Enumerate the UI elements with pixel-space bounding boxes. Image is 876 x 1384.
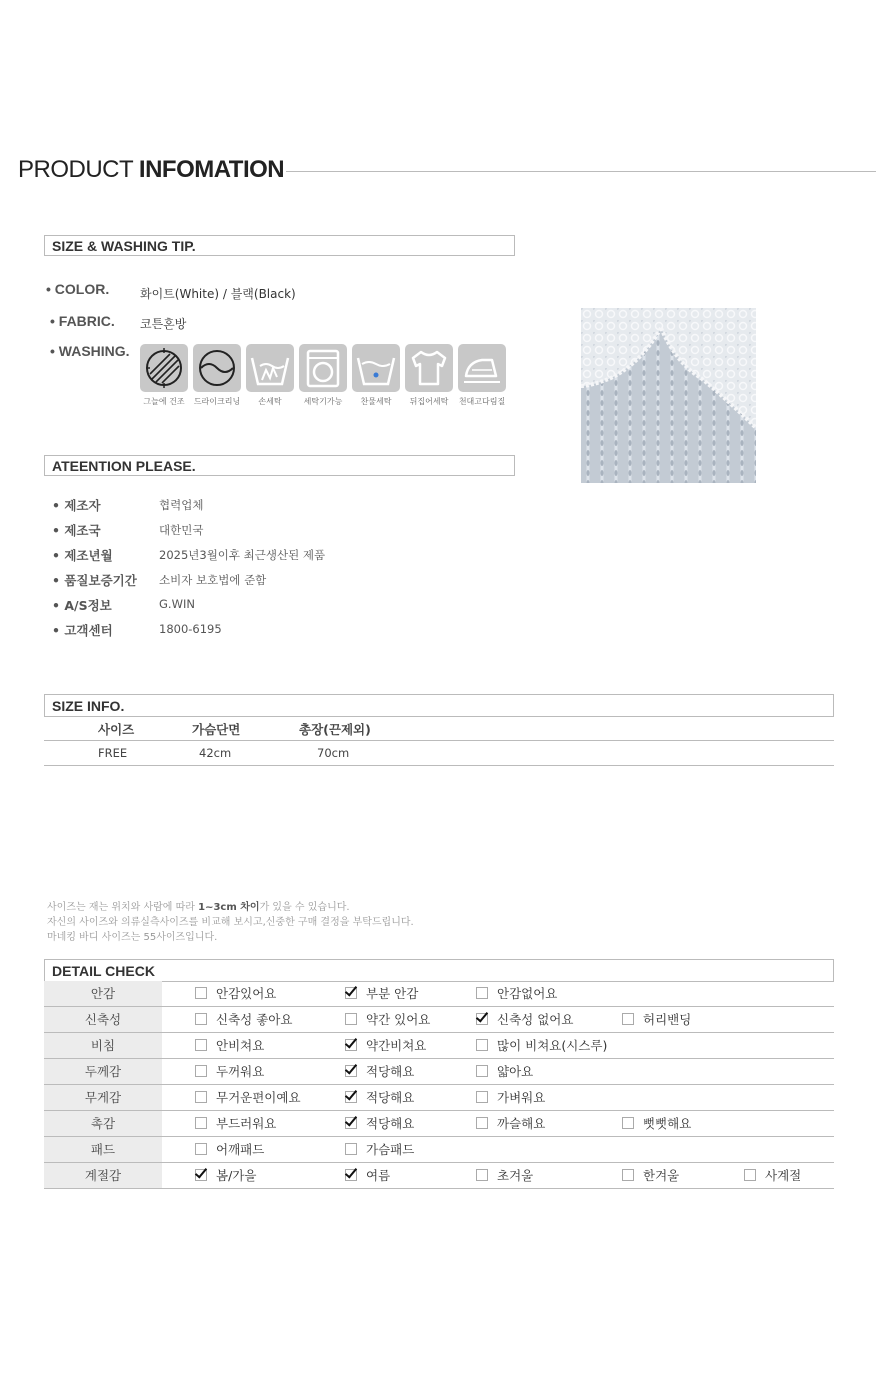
detail-check-option-label: 안비쳐요 — [216, 1038, 265, 1053]
detail-check-option-label: 봄/가을 — [216, 1168, 257, 1183]
detail-check-option[interactable] — [744, 1163, 801, 1188]
checked-checkbox[interactable] — [195, 1169, 207, 1181]
warranty-value: 소비자 보호법에 준함 — [159, 573, 267, 587]
cloth-iron-icon — [458, 344, 506, 392]
detail-check-row — [44, 1163, 834, 1189]
detail-check-option[interactable] — [345, 1163, 390, 1188]
country-label: • 제조국 — [52, 523, 101, 538]
checkbox[interactable] — [476, 1039, 488, 1051]
cold-wash-icon — [352, 344, 400, 392]
detail-check-option[interactable] — [195, 1163, 256, 1188]
page-title — [18, 156, 284, 184]
detail-check-option[interactable] — [345, 1007, 430, 1032]
fabric-label: • FABRIC. — [50, 313, 115, 329]
detail-check-option[interactable] — [195, 1137, 264, 1162]
size-note-3: 마네킹 바디 사이즈는 55사이즈입니다. — [47, 932, 218, 943]
detail-check-option-label: 많이 비쳐요(시스루) — [497, 1038, 608, 1053]
washing-label: • WASHING. — [50, 343, 130, 359]
header-divider — [286, 171, 876, 172]
cold-wash-caption: 찬물세탁 — [360, 397, 392, 406]
color-value: 화이트(White) / 블랙(Black) — [140, 287, 296, 301]
inside-out-wash-caption: 뒤집어세탁 — [409, 397, 449, 406]
size-value: FREE — [98, 746, 128, 760]
country-value: 대한민국 — [159, 523, 204, 537]
detail-check-option-label: 한겨울 — [643, 1168, 680, 1183]
note-1-pre: 사이즈는 재는 위치와 사람에 따라 — [47, 902, 199, 913]
size-washing-section-title: SIZE & WASHING TIP. — [44, 235, 515, 256]
fabric-detail-photo — [581, 308, 756, 483]
detail-check-option[interactable] — [345, 1033, 426, 1058]
detail-check-option-label: 안감있어요 — [216, 986, 277, 1001]
checked-checkbox[interactable] — [476, 1013, 488, 1025]
size-note-1 — [47, 898, 350, 913]
note-1-bold: 1~3cm 차이 — [198, 902, 260, 913]
detail-check-row-label: 계절감 — [44, 1163, 162, 1188]
detail-check-option[interactable] — [476, 1085, 545, 1110]
detail-check-row — [44, 1033, 834, 1059]
detail-check-option[interactable] — [195, 1059, 264, 1084]
cloth-iron-caption: 천대고다림질 — [458, 397, 506, 406]
checkbox[interactable] — [476, 1065, 488, 1077]
detail-check-option-label: 약간비쳐요 — [366, 1038, 427, 1053]
detail-check-option-label: 까슬해요 — [497, 1116, 546, 1131]
customer-center-label: • 고객센터 — [52, 623, 113, 638]
detail-check-option-label: 초겨울 — [497, 1168, 534, 1183]
detail-check-option[interactable] — [345, 1111, 414, 1136]
dry-clean-caption: 드라이크리닝 — [193, 397, 241, 406]
detail-check-option-label: 신축성 없어요 — [497, 1012, 574, 1027]
shade-dry-icon — [140, 344, 188, 392]
checked-checkbox[interactable] — [345, 1169, 357, 1181]
size-table-divider — [44, 740, 834, 741]
checked-checkbox[interactable] — [345, 1117, 357, 1129]
checkbox[interactable] — [622, 1117, 634, 1129]
checkbox[interactable] — [195, 1065, 207, 1077]
detail-check-option-label: 허리밴딩 — [643, 1012, 692, 1027]
manufacture-date-label: • 제조년월 — [52, 548, 113, 563]
detail-check-option-label: 가벼워요 — [497, 1090, 546, 1105]
detail-check-row-label: 안감 — [44, 981, 162, 1006]
detail-check-option[interactable] — [476, 1033, 607, 1058]
detail-check-option-label: 적당해요 — [366, 1064, 415, 1079]
size-header-chest: 가슴단면 — [192, 722, 241, 737]
checkbox[interactable] — [345, 1013, 357, 1025]
detail-check-option-label: 가슴패드 — [366, 1142, 415, 1157]
size-info-section-title: SIZE INFO. — [44, 694, 834, 717]
checkbox[interactable] — [195, 1143, 207, 1155]
checkbox[interactable] — [476, 1091, 488, 1103]
detail-check-row-label: 신축성 — [44, 1007, 162, 1032]
checked-checkbox[interactable] — [345, 1091, 357, 1103]
detail-check-option-label: 부드러워요 — [216, 1116, 277, 1131]
size-note-2: 자신의 사이즈와 의류실측사이즈를 비교해 보시고,신중한 구매 결정을 부탁드립니다. — [47, 917, 414, 928]
chest-value: 42cm — [199, 746, 232, 760]
size-table-bottom — [44, 765, 834, 766]
as-info-label: • A/S정보 — [52, 598, 112, 613]
note-1-post: 가 있을 수 있습니다. — [259, 902, 350, 913]
detail-check-option[interactable] — [345, 1059, 414, 1084]
manufacturer-value: 협력업체 — [159, 498, 204, 512]
detail-check-row-label: 패드 — [44, 1137, 162, 1162]
detail-check-option[interactable] — [622, 1163, 679, 1188]
attention-section-title: ATEENTION PLEASE. — [44, 455, 515, 476]
page-title-light: PRODUCT — [18, 156, 139, 183]
detail-check-option[interactable] — [345, 981, 418, 1006]
detail-check-option[interactable] — [476, 1007, 573, 1032]
checkbox[interactable] — [345, 1143, 357, 1155]
detail-check-option[interactable] — [476, 1111, 545, 1136]
checked-checkbox[interactable] — [345, 1039, 357, 1051]
detail-check-option[interactable] — [345, 1085, 414, 1110]
detail-check-option[interactable] — [622, 1111, 691, 1136]
detail-check-row — [44, 1085, 834, 1111]
detail-check-row-label: 무게감 — [44, 1085, 162, 1110]
hand-wash-caption: 손세탁 — [258, 397, 282, 406]
detail-check-option-label: 얇아요 — [497, 1064, 534, 1079]
length-value: 70cm — [317, 746, 350, 760]
machine-wash-caption: 세탁기가능 — [303, 397, 343, 406]
checkbox[interactable] — [476, 1117, 488, 1129]
shade-dry-caption: 그늘에 건조 — [143, 397, 185, 406]
detail-check-option[interactable] — [345, 1137, 414, 1162]
detail-check-option[interactable] — [195, 1033, 264, 1058]
checked-checkbox[interactable] — [345, 987, 357, 999]
detail-check-row — [44, 1137, 834, 1163]
checkbox[interactable] — [195, 1117, 207, 1129]
detail-check-row — [44, 1111, 834, 1137]
color-label: • COLOR. — [46, 281, 110, 297]
detail-check-option[interactable] — [195, 1007, 292, 1032]
checkbox[interactable] — [744, 1169, 756, 1181]
detail-check-option-label: 신축성 좋아요 — [216, 1012, 293, 1027]
detail-check-row — [44, 981, 834, 1007]
detail-check-option-label: 부분 안감 — [366, 986, 419, 1001]
detail-check-option-label: 안감없어요 — [497, 986, 558, 1001]
page-title-bold: INFOMATION — [138, 156, 285, 183]
detail-check-option[interactable] — [195, 981, 276, 1006]
inside-out-wash-icon — [405, 344, 453, 392]
manufacture-date-value: 2025년3월이후 최근생산된 제품 — [159, 548, 326, 562]
detail-check-option-label: 적당해요 — [366, 1090, 415, 1105]
as-info-value: G.WIN — [159, 597, 195, 611]
hand-wash-icon — [246, 344, 294, 392]
detail-check-option-label: 어깨패드 — [216, 1142, 265, 1157]
checkbox[interactable] — [195, 1039, 207, 1051]
detail-check-option-label: 약간 있어요 — [366, 1012, 431, 1027]
machine-wash-icon — [299, 344, 347, 392]
detail-check-row — [44, 1007, 834, 1033]
checkbox[interactable] — [622, 1169, 634, 1181]
detail-check-row-label: 두께감 — [44, 1059, 162, 1084]
detail-check-row — [44, 1059, 834, 1085]
detail-check-option[interactable] — [476, 1163, 533, 1188]
detail-check-option[interactable] — [195, 1111, 276, 1136]
detail-check-option[interactable] — [476, 981, 557, 1006]
checkbox[interactable] — [622, 1013, 634, 1025]
detail-check-option-label: 적당해요 — [366, 1116, 415, 1131]
detail-check-option-label: 뻣뻣해요 — [643, 1116, 692, 1131]
size-header-length: 총장(끈제외) — [299, 722, 371, 737]
checkbox[interactable] — [195, 1013, 207, 1025]
fabric-value: 코튼혼방 — [140, 317, 187, 331]
size-header-size: 사이즈 — [98, 722, 135, 737]
detail-check-option[interactable] — [622, 1007, 691, 1032]
checkbox[interactable] — [476, 987, 488, 999]
detail-check-option-label: 사계절 — [765, 1168, 802, 1183]
manufacturer-label: • 제조자 — [52, 498, 101, 513]
checkbox[interactable] — [195, 1091, 207, 1103]
warranty-label: • 품질보증기간 — [52, 573, 137, 588]
detail-check-option-label: 여름 — [366, 1168, 391, 1183]
detail-check-option[interactable] — [476, 1059, 533, 1084]
customer-center-value: 1800-6195 — [159, 622, 222, 636]
detail-check-option[interactable] — [195, 1085, 301, 1110]
dry-clean-icon — [193, 344, 241, 392]
detail-check-row-label: 비침 — [44, 1033, 162, 1058]
checkbox[interactable] — [476, 1169, 488, 1181]
detail-check-option-label: 무거운편이예요 — [216, 1090, 301, 1105]
checked-checkbox[interactable] — [345, 1065, 357, 1077]
detail-check-option-label: 두꺼워요 — [216, 1064, 265, 1079]
detail-check-section-title: DETAIL CHECK — [44, 959, 834, 982]
checkbox[interactable] — [195, 987, 207, 999]
detail-check-row-label: 촉감 — [44, 1111, 162, 1136]
